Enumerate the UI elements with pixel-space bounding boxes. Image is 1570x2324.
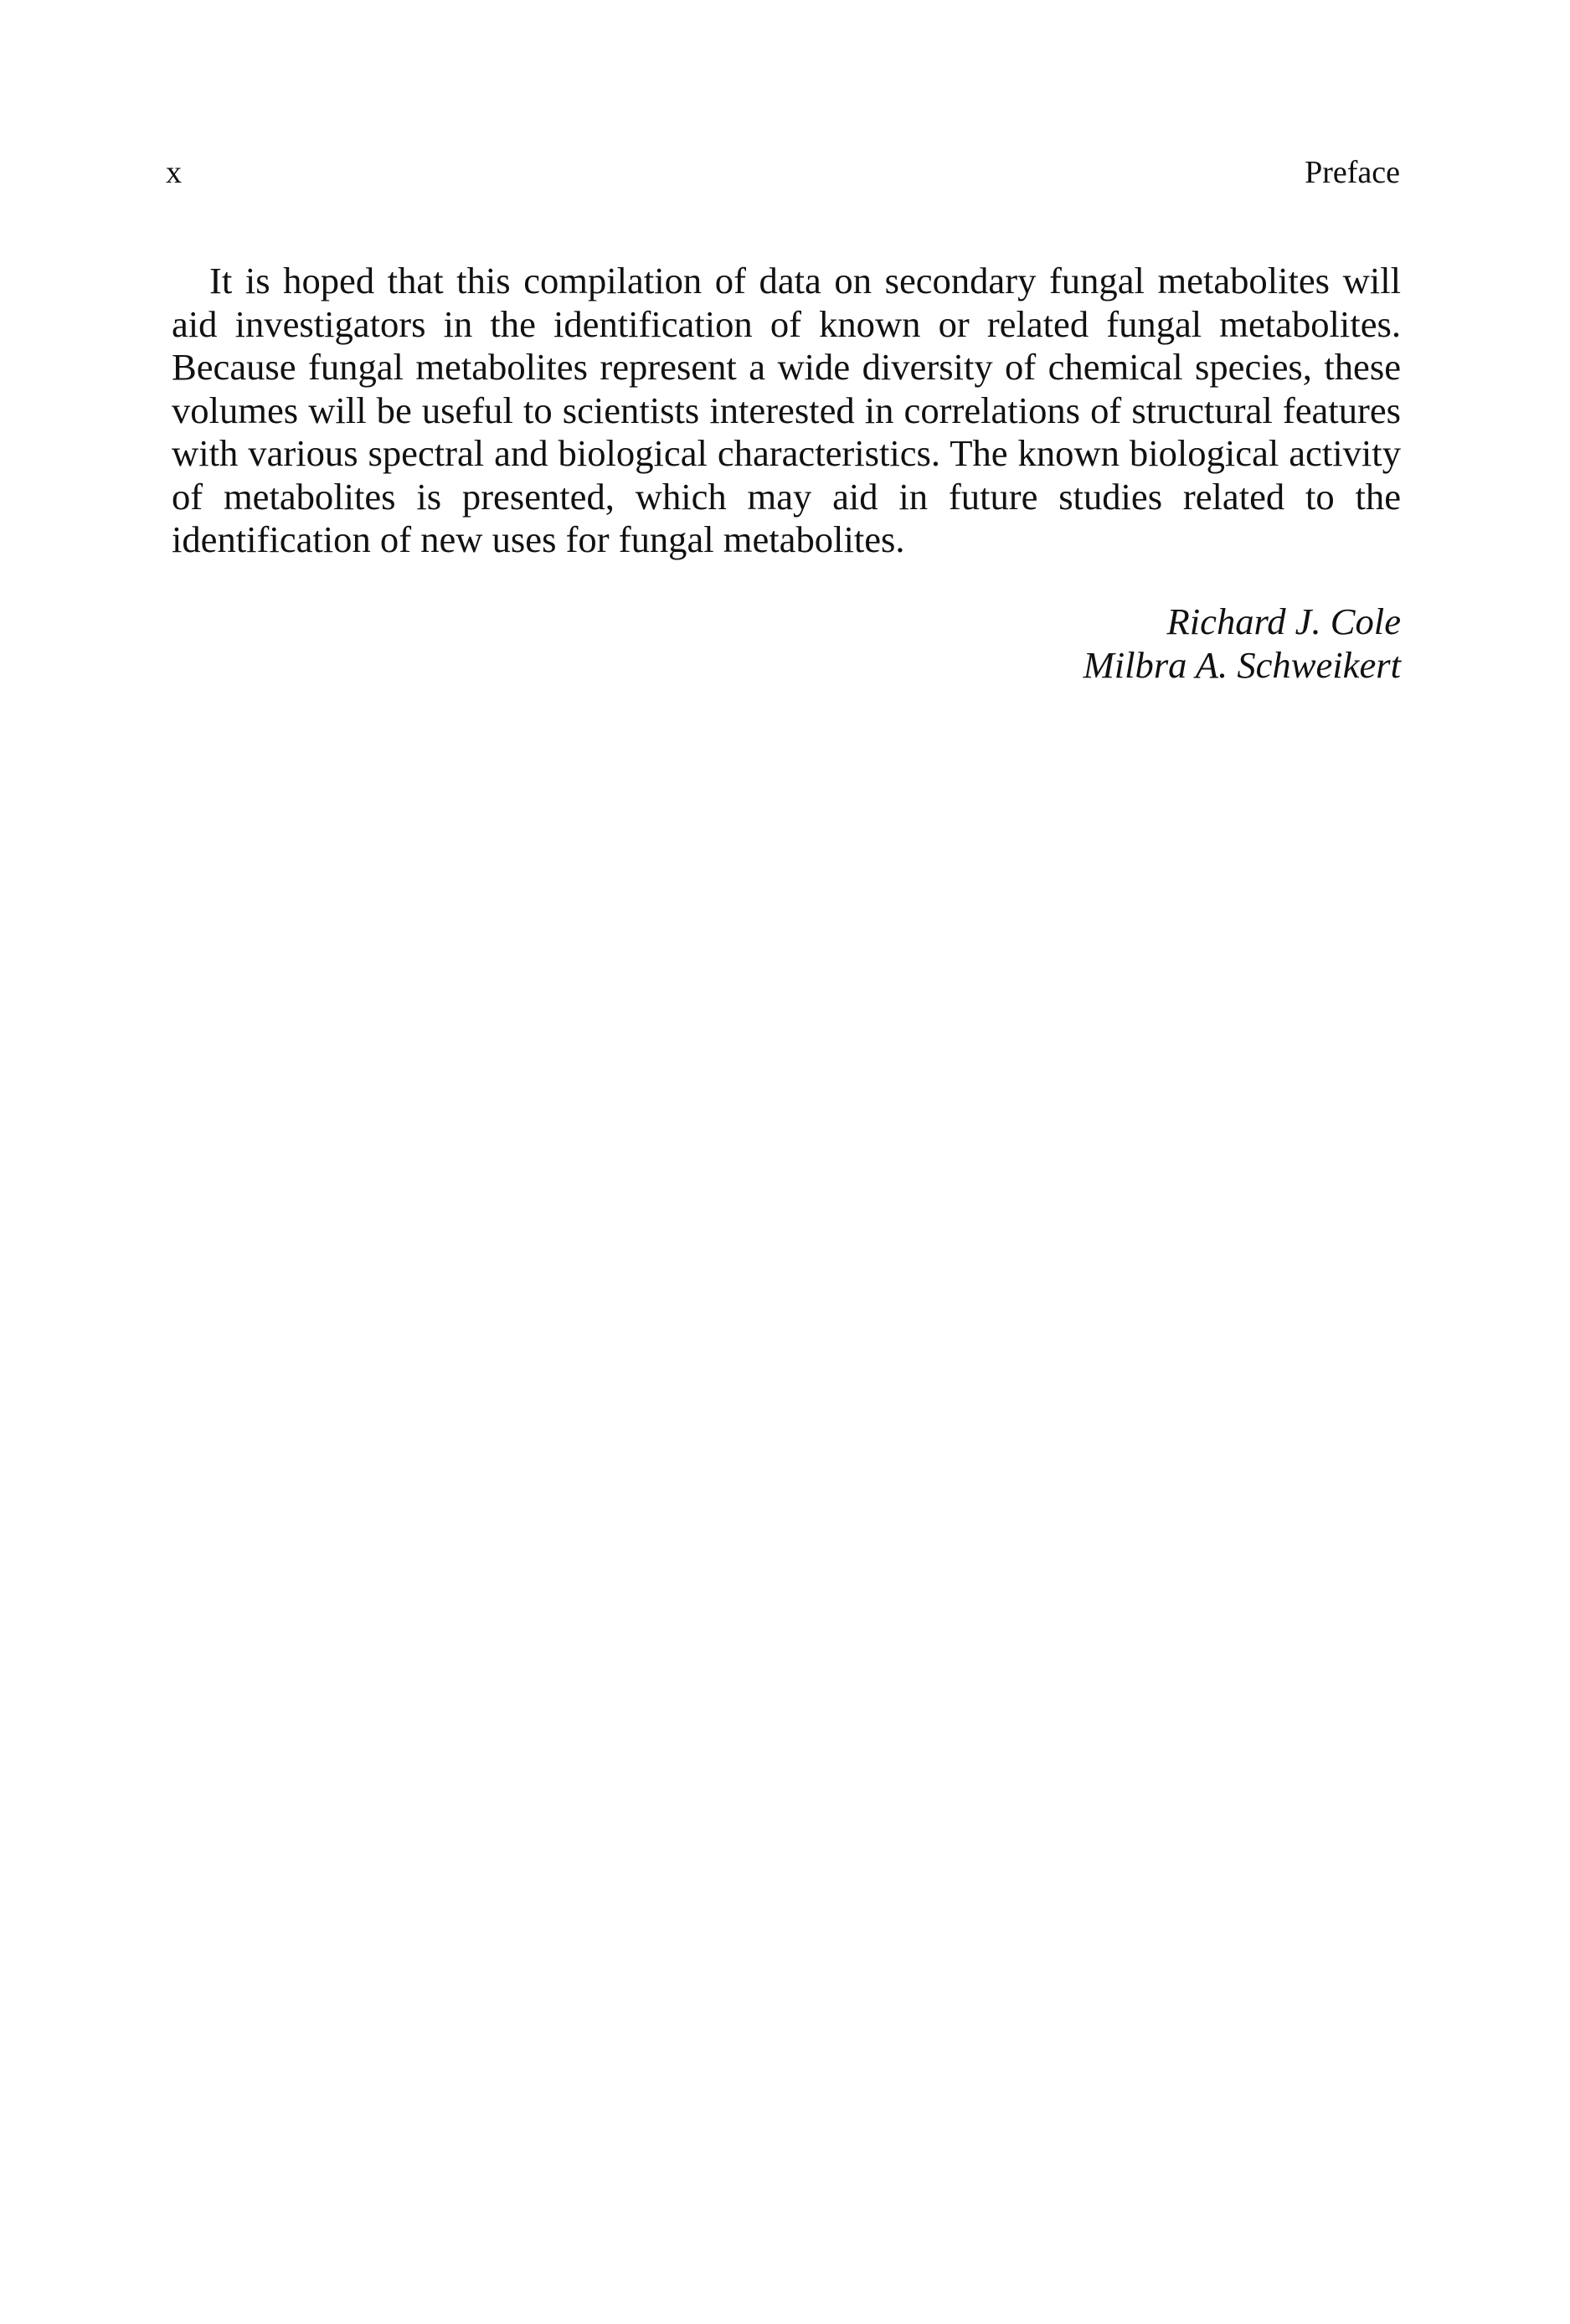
section-title: Preface: [1305, 155, 1400, 190]
page-number: x: [166, 155, 182, 190]
author-signature: Richard J. Cole: [1166, 600, 1401, 642]
preface-paragraph: It is hoped that this compilation of data on secondary fungal metabolites will aid investigators in the identification of known or related fungal metabolites. Because fungal metabolites represent a wide diversity of chemical species, these volumes will be useful to scientists interested in correlations of structural features with various spectral and biological characteristics. The known biological activity of metabolites is presented, which may aid in future studies related to the identification of new uses for fungal metabolites.: [172, 260, 1401, 560]
signature-block: [1084, 600, 1401, 687]
running-head: [166, 149, 1400, 196]
author-signature: Milbra A. Schweikert: [1083, 643, 1401, 686]
